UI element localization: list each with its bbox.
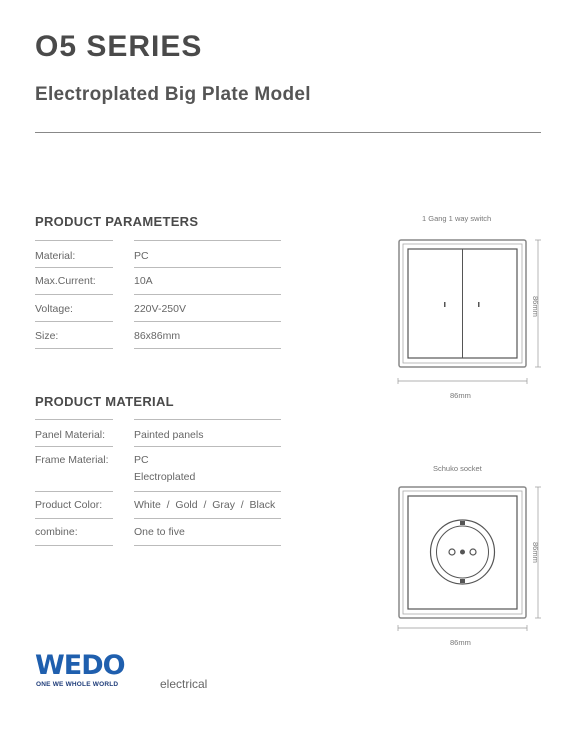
material-rule [134, 518, 281, 519]
param-rule [134, 267, 281, 268]
param-value: 86x86mm [134, 330, 181, 342]
param-value: 220V-250V [134, 303, 186, 315]
material-value-2: Electroplated [134, 471, 196, 483]
material-label: combine: [35, 526, 78, 538]
material-value: PC [134, 454, 149, 466]
material-rule [134, 491, 281, 492]
param-label: Max.Current: [35, 275, 96, 287]
param-rule [134, 240, 281, 241]
series-subtitle: Electroplated Big Plate Model [35, 84, 311, 105]
switch-height-label: 86mm [531, 296, 540, 317]
material-rule [35, 419, 113, 420]
material-rule [35, 545, 113, 546]
socket-center-screw [460, 550, 465, 555]
series-title: O5 SERIES [35, 30, 203, 63]
material-value: White / Gold / Gray / Black [134, 499, 276, 511]
logo-tagline: ONE WE WHOLE WORLD [36, 681, 119, 688]
material-rule [35, 491, 113, 492]
switch-indicator-left [444, 302, 446, 307]
material-rule [134, 545, 281, 546]
material-label: Panel Material: [35, 429, 106, 441]
material-heading: PRODUCT MATERIAL [35, 394, 174, 409]
param-rule [35, 267, 113, 268]
socket-pin-right [470, 549, 476, 555]
param-rule [35, 240, 113, 241]
param-value: 10A [134, 275, 153, 287]
socket-earth-clip-bottom [460, 579, 465, 583]
param-label: Size: [35, 330, 59, 342]
material-value: Painted panels [134, 429, 204, 441]
socket-caption: Schuko socket [433, 464, 482, 473]
material-value: One to five [134, 526, 185, 538]
logo-wordmark: WEDO [35, 650, 125, 681]
material-rule [134, 446, 281, 447]
switch-width-label: 86mm [450, 391, 471, 400]
param-label: Voltage: [35, 303, 73, 315]
parameters-heading: PRODUCT PARAMETERS [35, 214, 199, 229]
param-rule [35, 348, 113, 349]
brand-word: electrical [160, 677, 208, 691]
header-divider [35, 132, 541, 133]
socket-earth-clip-top [460, 521, 465, 525]
param-rule [134, 321, 281, 322]
param-rule [35, 294, 113, 295]
param-value: PC [134, 250, 149, 262]
switch-caption: 1 Gang 1 way switch [422, 214, 492, 223]
material-rule [134, 419, 281, 420]
param-rule [134, 294, 281, 295]
wedo-logo [35, 652, 140, 692]
material-label: Product Color: [35, 499, 103, 511]
material-label: Frame Material: [35, 454, 109, 466]
socket-pin-left [449, 549, 455, 555]
socket-height-label: 86mm [531, 542, 540, 563]
param-rule [134, 348, 281, 349]
param-rule [35, 321, 113, 322]
param-label: Material: [35, 250, 76, 262]
switch-indicator-right [478, 302, 480, 307]
socket-width-label: 86mm [450, 638, 471, 647]
material-rule [35, 446, 113, 447]
material-rule [35, 518, 113, 519]
